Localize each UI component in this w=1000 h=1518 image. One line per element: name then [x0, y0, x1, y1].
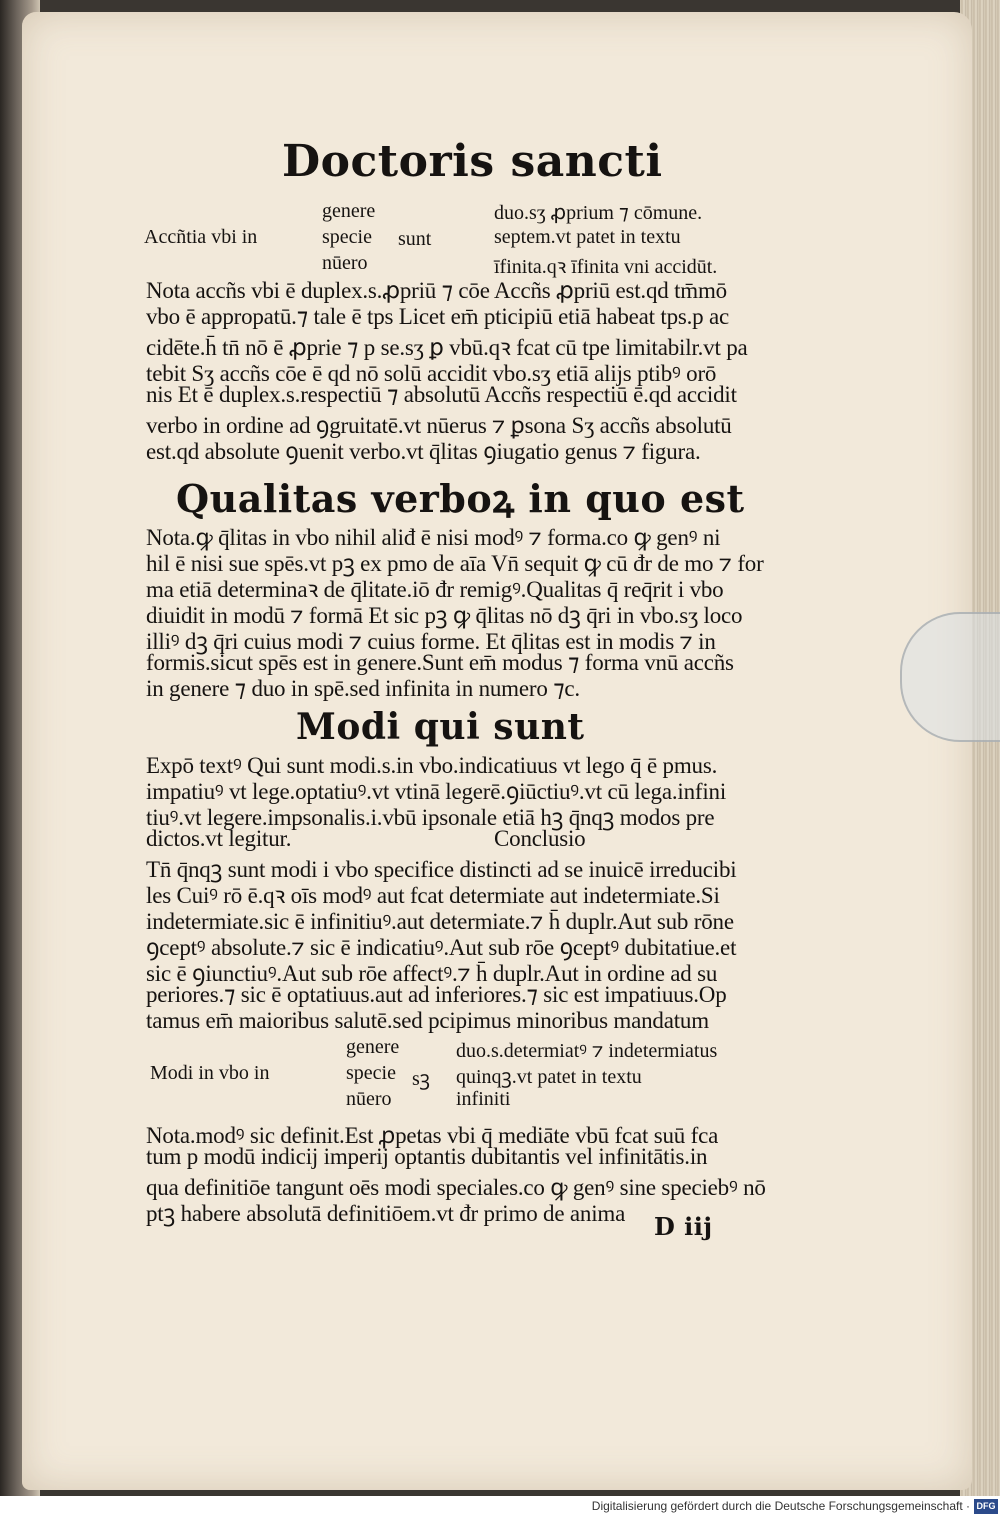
table1-col2-1: specie: [322, 226, 372, 248]
para3-line: Expō textꝰ Qui sunt modi.s.in vbo.indicatiuus vt lego q̄ ē pmus.: [146, 753, 718, 778]
para2-line: diuidit in modū ⁊ formā Et sic pꝫ ꝙ q̄litas nō dꝫ q̄ri in vbo.sʒ loco: [146, 603, 743, 628]
para5-line: Nota.modꝰ sic definit.Est ꝓpetas vbi q̄ mediāte vbū fcat suū fca: [146, 1123, 719, 1148]
heading-qualitas: Qualitas verboꝝ in quo est: [176, 476, 745, 521]
table1-col4-1: septem.vt patet in textu: [494, 226, 681, 248]
para4-line: tamus em̄ maioribus salutē.sed pcipimus minoribus mandatum: [146, 1008, 709, 1033]
para1-line: est.qd absolute ꝯuenit verbo.vt q̄litas ꝯiugatio genus ⁊ figura.: [146, 439, 701, 464]
para2-line: Nota.ꝙ q̄litas in vbo nihil aliđ ē nisi modꝰ ⁊ forma.co ꝙ genꝰ ni: [146, 525, 721, 550]
table2-col2-0: genere: [346, 1036, 400, 1058]
table2-col3: sꝫ: [412, 1068, 431, 1090]
dfg-logo: DFG: [974, 1499, 998, 1514]
para3-line: tiuꝰ.vt legere.impsonalis.i.vbū ipsonale etiā hꝫ q̄nqꝫ modos pre: [146, 805, 715, 830]
table2-col4-0: duo.s.determiatꝰ ⁊ indetermiatus: [456, 1040, 718, 1062]
running-title: Doctoris sancti: [282, 136, 663, 187]
table1-col3: sunt: [398, 228, 432, 250]
para1-line: verbo in ordine ad ꝯgruitatē.vt nūerus ⁊ ꝑsona Sʒ accñs absolutū: [146, 413, 732, 438]
table2-col4-1: quinqꝫ.vt patet in textu: [456, 1066, 642, 1088]
para4-line: Tn̄ q̄nqꝫ sunt modi i vbo specifice distincti ad se inuicē irreducibi: [146, 857, 737, 882]
para2-line: hil ē nisi sue spēs.vt pꝫ ex pmo de aīa Vn̄ sequit ꝙ cū đr de mo ⁊ for: [146, 551, 764, 576]
para2-line: in genere ⁊ duo in spē.sed infinita in numero ⁊c.: [146, 676, 580, 701]
table1-col2-0: genere: [322, 200, 376, 222]
para4-line: periores.⁊ sic ē optatiuus.aut ad inferiores.⁊ sic est impatiuus.Op: [146, 982, 727, 1007]
para3-line: impatiuꝰ vt lege.optatiuꝰ.vt vtinā legerē.ꝯiūctiuꝰ.vt cū lega.infini: [146, 779, 727, 804]
para4-line: sic ē ꝯiunctiuꝰ.Aut sub rōe affectꝰ.⁊ h̄ duplr.Aut in ordine ad su: [146, 961, 718, 986]
table1-col4-0: duo.sʒ ꝓprium ⁊ cōmune.: [494, 202, 703, 224]
signature-mark: D iij: [654, 1212, 713, 1241]
para1-line: cidēte.h̄ tn̄ nō ē ꝓprie ⁊ p se.sʒ ꝑ vbū.qꝛ fcat cū tpe limitabilr.vt pa: [146, 335, 748, 360]
table1-col2-2: nūero: [322, 252, 368, 274]
para2-line: illiꝰ dꝫ q̄ri cuius modi ⁊ cuius forme. Et q̄litas est in modis ⁊ in: [146, 629, 716, 654]
para4-line: ꝯceptꝰ absolute.⁊ sic ē indicatiuꝰ.Aut sub rōe ꝯceptꝰ dubitatiue.et: [146, 935, 737, 960]
table1-left: Accñtia vbi in: [144, 226, 258, 248]
footer-bar: [0, 1496, 1000, 1518]
para5-line: tum p modū indicij imperij optantis dubitantis vel infinitātis.in: [146, 1144, 708, 1169]
heading-modi: Modi qui sunt: [296, 706, 585, 748]
para5-line: qua definitiōe tangunt oēs modi speciales.co ꝙ genꝰ sine speciebꝰ nō: [146, 1175, 766, 1200]
para5-line: ptꝫ habere absolutā definitiōem.vt đr primo de anima: [146, 1201, 626, 1226]
table1-col4-2: īfinita.qꝛ īfinita vni accidūt.: [494, 256, 718, 278]
para4-line: les Cuiꝰ rō ē.qꝛ oīs modꝰ aut fcat determiate aut indetermiate.Si: [146, 883, 720, 908]
para1-line: tebit Sʒ accñs cōe ē qd nō solū accidit vbo.sʒ etiā alijs ptibꝰ orō: [146, 361, 717, 386]
table2-col2-1: specie: [346, 1062, 396, 1084]
para1-line: nis Et ē duplex.s.respectiū ⁊ absolutū Accñs respectiū ē.qd accidit: [146, 382, 737, 407]
para1-line: Nota accñs vbi ē duplex.s.ꝓpriū ⁊ cōe Accñs ꝓpriū est.qd tm̄mō: [146, 278, 727, 303]
para3-line: dictos.vt legitur.: [146, 826, 292, 851]
para4-line: indetermiate.sic ē infinitiuꝰ.aut determiate.⁊ h̄ duplr.Aut sub rōne: [146, 909, 734, 934]
para2-line: formis.sicut spēs est in genere.Sunt em̄ modus ⁊ forma vnū accñs: [146, 650, 734, 675]
para2-line: ma etiā determinaꝛ de q̄litate.iō đr remigꝰ.Qualitas q̄ req̄rit i vbo: [146, 577, 724, 602]
table2-col2-2: nūero: [346, 1088, 392, 1110]
conclusio-label: Conclusio: [494, 826, 586, 851]
plastic-clip: [900, 612, 1000, 742]
table2-left: Modi in vbo in: [150, 1062, 270, 1084]
footer-credit: Digitalisierung gefördert durch die Deutsche Forschungsgemeinschaft ·: [591, 1499, 970, 1513]
table2-col4-2: infiniti: [456, 1088, 511, 1110]
para1-line: vbo ē appropatū.⁊ tale ē tps Licet em̄ pticipiū etiā habeat tps.p ac: [146, 304, 730, 329]
